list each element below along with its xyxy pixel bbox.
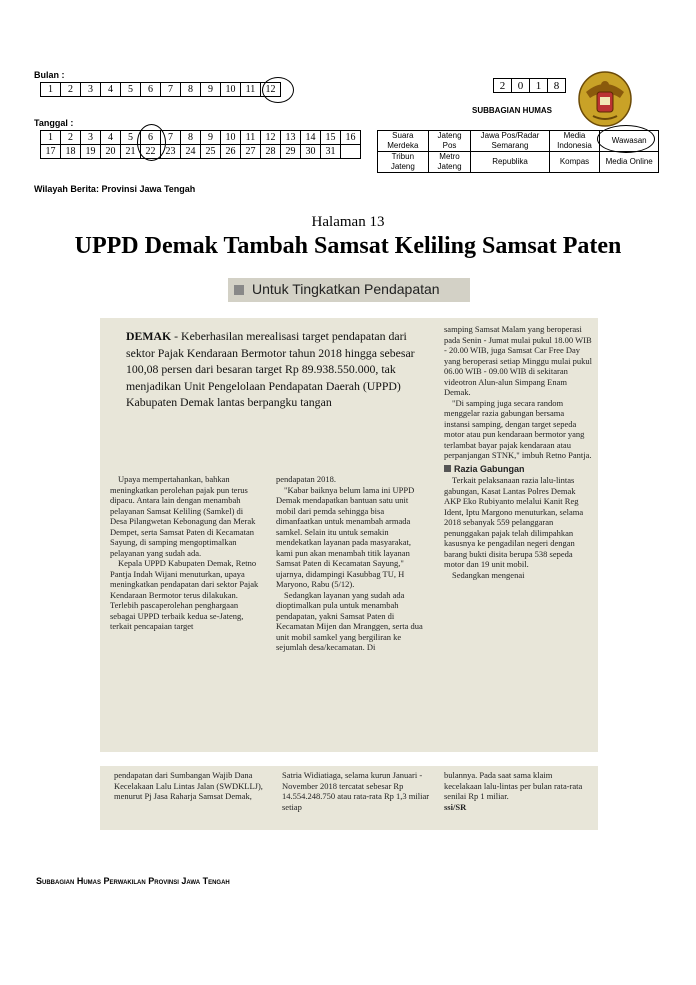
cell-13: 13 [281,131,301,145]
cell-10: 10 [221,83,241,97]
cell-3: 3 [81,83,101,97]
col3-paragraph-b: "Di samping juga secara random menggelar razia gabungan bersama instansi samping, dengan target sepeda motor atau pun kendaraan bermotor yang terlambat bayar pajak kendaraan atau perpanjangan STNK," imbuh Retno Pantja. [444,397,592,460]
cell-16: 16 [341,131,361,145]
lead-paragraph [126,328,426,411]
media-republika: Republika [471,152,549,173]
col3-paragraph: samping Samsat Malam yang beroperasi pada Senin - Jumat mulai pukul 18.00 WIB - 20.00 WIB, juga Samsat Car Free Day yang beroperasi setiap Minggu mulai pukul 06.00 WIB - 09.00 WIB di sekitaran videotron Alun-alun Simpang Enam Demak. [444,324,593,397]
cell-3: 3 [81,131,101,145]
col2-paragraph-c: Sedangkan layanan yang sudah ada dioptimalkan pula untuk menambah pendapatan, yakni Samsat Paten di Kecamatan Mijen dan Mranggen, serta dua unit mobil samkel yang bergiliran ke sejumlah desa/kecamatan. Di [276,589,423,652]
cell-1: 1 [530,79,548,93]
column-1 [110,474,260,632]
byline: ssi/SR [444,801,467,812]
kicker-text: Untuk Tingkatkan Pendapatan [252,281,440,297]
cell-12: 12 [261,131,281,145]
cell-23: 23 [161,145,181,159]
bottom-column-2 [282,770,432,812]
cell-18: 18 [61,145,81,159]
kicker-square-icon [234,285,244,295]
media-media-indonesia: Media Indonesia [549,131,600,152]
year-table [493,78,566,93]
bulan-label: Bulan : [34,70,65,80]
cell-25: 25 [201,145,221,159]
cell-7: 7 [161,83,181,97]
cell-29: 29 [281,145,301,159]
cell-24: 24 [181,145,201,159]
garuda-emblem-icon [576,68,634,128]
cell-20: 20 [101,145,121,159]
column-2 [276,474,426,653]
lead-text: - Keberhasilan merealisasi target pendapatan dari sektor Pajak Kendaraan Bermotor tahun 2018 hingga sebesar 100,08 persen dari besaran target Rp 89.938.550.000, tak menjadikan Unit Pengelolaan Pendapatan Daerah (UPPD) Kabupaten Demak lantas berpangku tangan [126,329,415,410]
tanggal-label: Tanggal : [34,118,74,128]
selected-month-circle [262,77,294,103]
article-title: UPPD Demak Tambah Samsat Keliling Samsat Paten [74,233,622,259]
cell-6: 6 [141,131,161,145]
media-tribun-jateng: Tribun Jateng [378,152,429,173]
bottom-paragraph-3: bulannya. Pada saat sama klaim kecelakaan lalu-lintas per bulan rata-rata senilai Rp 1 miliar. [444,770,583,801]
cell-28: 28 [261,145,281,159]
cell-8: 8 [181,83,201,97]
media-media-online: Media Online [600,152,659,173]
cell-22: 22 [141,145,161,159]
cell-2: 2 [494,79,512,93]
cell-5: 5 [121,131,141,145]
cell-8: 8 [548,79,566,93]
cell-30: 30 [301,145,321,159]
bottom-column-1 [114,770,264,802]
bottom-paragraph-1: pendapatan dari Sumbangan Wajib Dana Kecelakaan Lalu Lintas Jalan (SWDKLLJ), menurut Pj Jasa Raharja Samsat Demak, [114,770,263,801]
media-jawa-pos-radar-semarang: Jawa Pos/Radar Semarang [471,131,549,152]
cell-14: 14 [301,131,321,145]
cell-7: 7 [161,131,181,145]
cell-27: 27 [241,145,261,159]
col3-paragraph-c: Terkait pelaksanaan razia lalu-lintas gabungan, Kasat Lantas Polres Demak AKP Eko Rubiyanto melalui Kanit Reg Ident, Iptu Margono menuturkan, selama 2018 sebanyak 559 pelanggaran penunggakan pajak telah dilimpahkan kasusnya ke pengadilan negeri dengan barang bukti disita berupa 538 sepeda motor dan 19 unit mobil. [444,475,584,569]
cell-19: 19 [81,145,101,159]
media-suara-merdeka: Suara Merdeka [378,131,429,152]
wilayah-berita: Wilayah Berita: Provinsi Jawa Tengah [34,184,196,194]
bottom-paragraph-2: Satria Widiatiaga, selama kurun Januari - November 2018 tercatat sebesar Rp 14.554.248.750 atau rata-rata Rp 1,3 miliar setiap [282,770,430,812]
cell-21: 21 [121,145,141,159]
bottom-column-3 [444,770,592,812]
news-clipping [100,318,598,752]
lead-dateline: DEMAK [126,329,172,343]
news-clipping-bottom [100,766,598,830]
col3-paragraph-d: Sedangkan mengenai [452,569,525,580]
col1-paragraph: Upaya mempertahankan, bahkan meningkatkan perolehan pajak pun terus dipacu. Antara lain dengan menambah pelayanan Samsat Keliling (Samkel) di Desa Pilangwetan Kebonagung dan Merak Dempet, serta Samsat Paten di Kecamatan Sayung, di samping mengoptimalkan pelayanan yang sudah ada. [110,474,256,558]
col1-paragraph-b: Kepala UPPD Kabupaten Demak, Retno Pantja Indah Wijani menuturkan, upaya meningkatkan pendapatan dari sektor Pajak Kendaraan Bermotor terus dilakukan. Terlebih pascaperolehan penghargaan sebagai UPPD terbaik kedua se-Jateng, terkait pencapaian target [110,558,259,631]
subhead [444,464,592,475]
cell-6: 6 [141,83,161,97]
unit-label: SUBBAGIAN HUMAS [472,106,552,115]
cell-9: 9 [201,131,221,145]
column-3 [444,324,592,580]
cell-15: 15 [321,131,341,145]
col2-paragraph-b: "Kabar baiknya belum lama ini UPPD Demak mendapatkan bantuan satu unit mobil dari pemda sehingga bisa dimanfaatkan untuk menambah armada samkel. Selain itu untuk semakin mendekatkan layanan pada masyarakat, kami pun akan menambah titik layanan Samsat Paten di Kecamatan Sayung," ujarnya, didampingi Kasubbag TU, H Maryono, Rabu (5/12). [276,484,415,589]
cell-17: 17 [41,145,61,159]
cell-4: 4 [101,83,121,97]
cell-1: 1 [41,83,61,97]
subhead-text: Razia Gabungan [454,463,525,474]
footer: Subbagian Humas Perwakilan Provinsi Jawa Tengah [36,876,230,886]
cell-11: 11 [241,83,261,97]
cell-1: 1 [41,131,61,145]
selected-date-circle [137,124,166,161]
cell-31: 31 [321,145,341,159]
cell-0: 0 [512,79,530,93]
col2-paragraph: pendapatan 2018. [276,474,336,484]
cell-9: 9 [201,83,221,97]
month-table [40,82,281,97]
selected-media-circle [597,125,655,153]
cell-10: 10 [221,131,241,145]
cell-11: 11 [241,131,261,145]
cell-2: 2 [61,83,81,97]
cell-26: 26 [221,145,241,159]
cell-8: 8 [181,131,201,145]
cell-4: 4 [101,131,121,145]
date-table [40,130,361,159]
cell-2: 2 [61,131,81,145]
media-jateng-pos: Jateng Pos [428,131,471,152]
page-number: Halaman 13 [311,214,385,230]
cell-empty [341,145,361,159]
media-wawasan: Wawasan [600,131,659,152]
media-kompas: Kompas [549,152,600,173]
subhead-square-icon [444,465,451,472]
media-metro-jateng: Metro Jateng [428,152,471,173]
cell-5: 5 [121,83,141,97]
cell-12: 12 [261,83,281,97]
kicker-box [228,278,470,302]
